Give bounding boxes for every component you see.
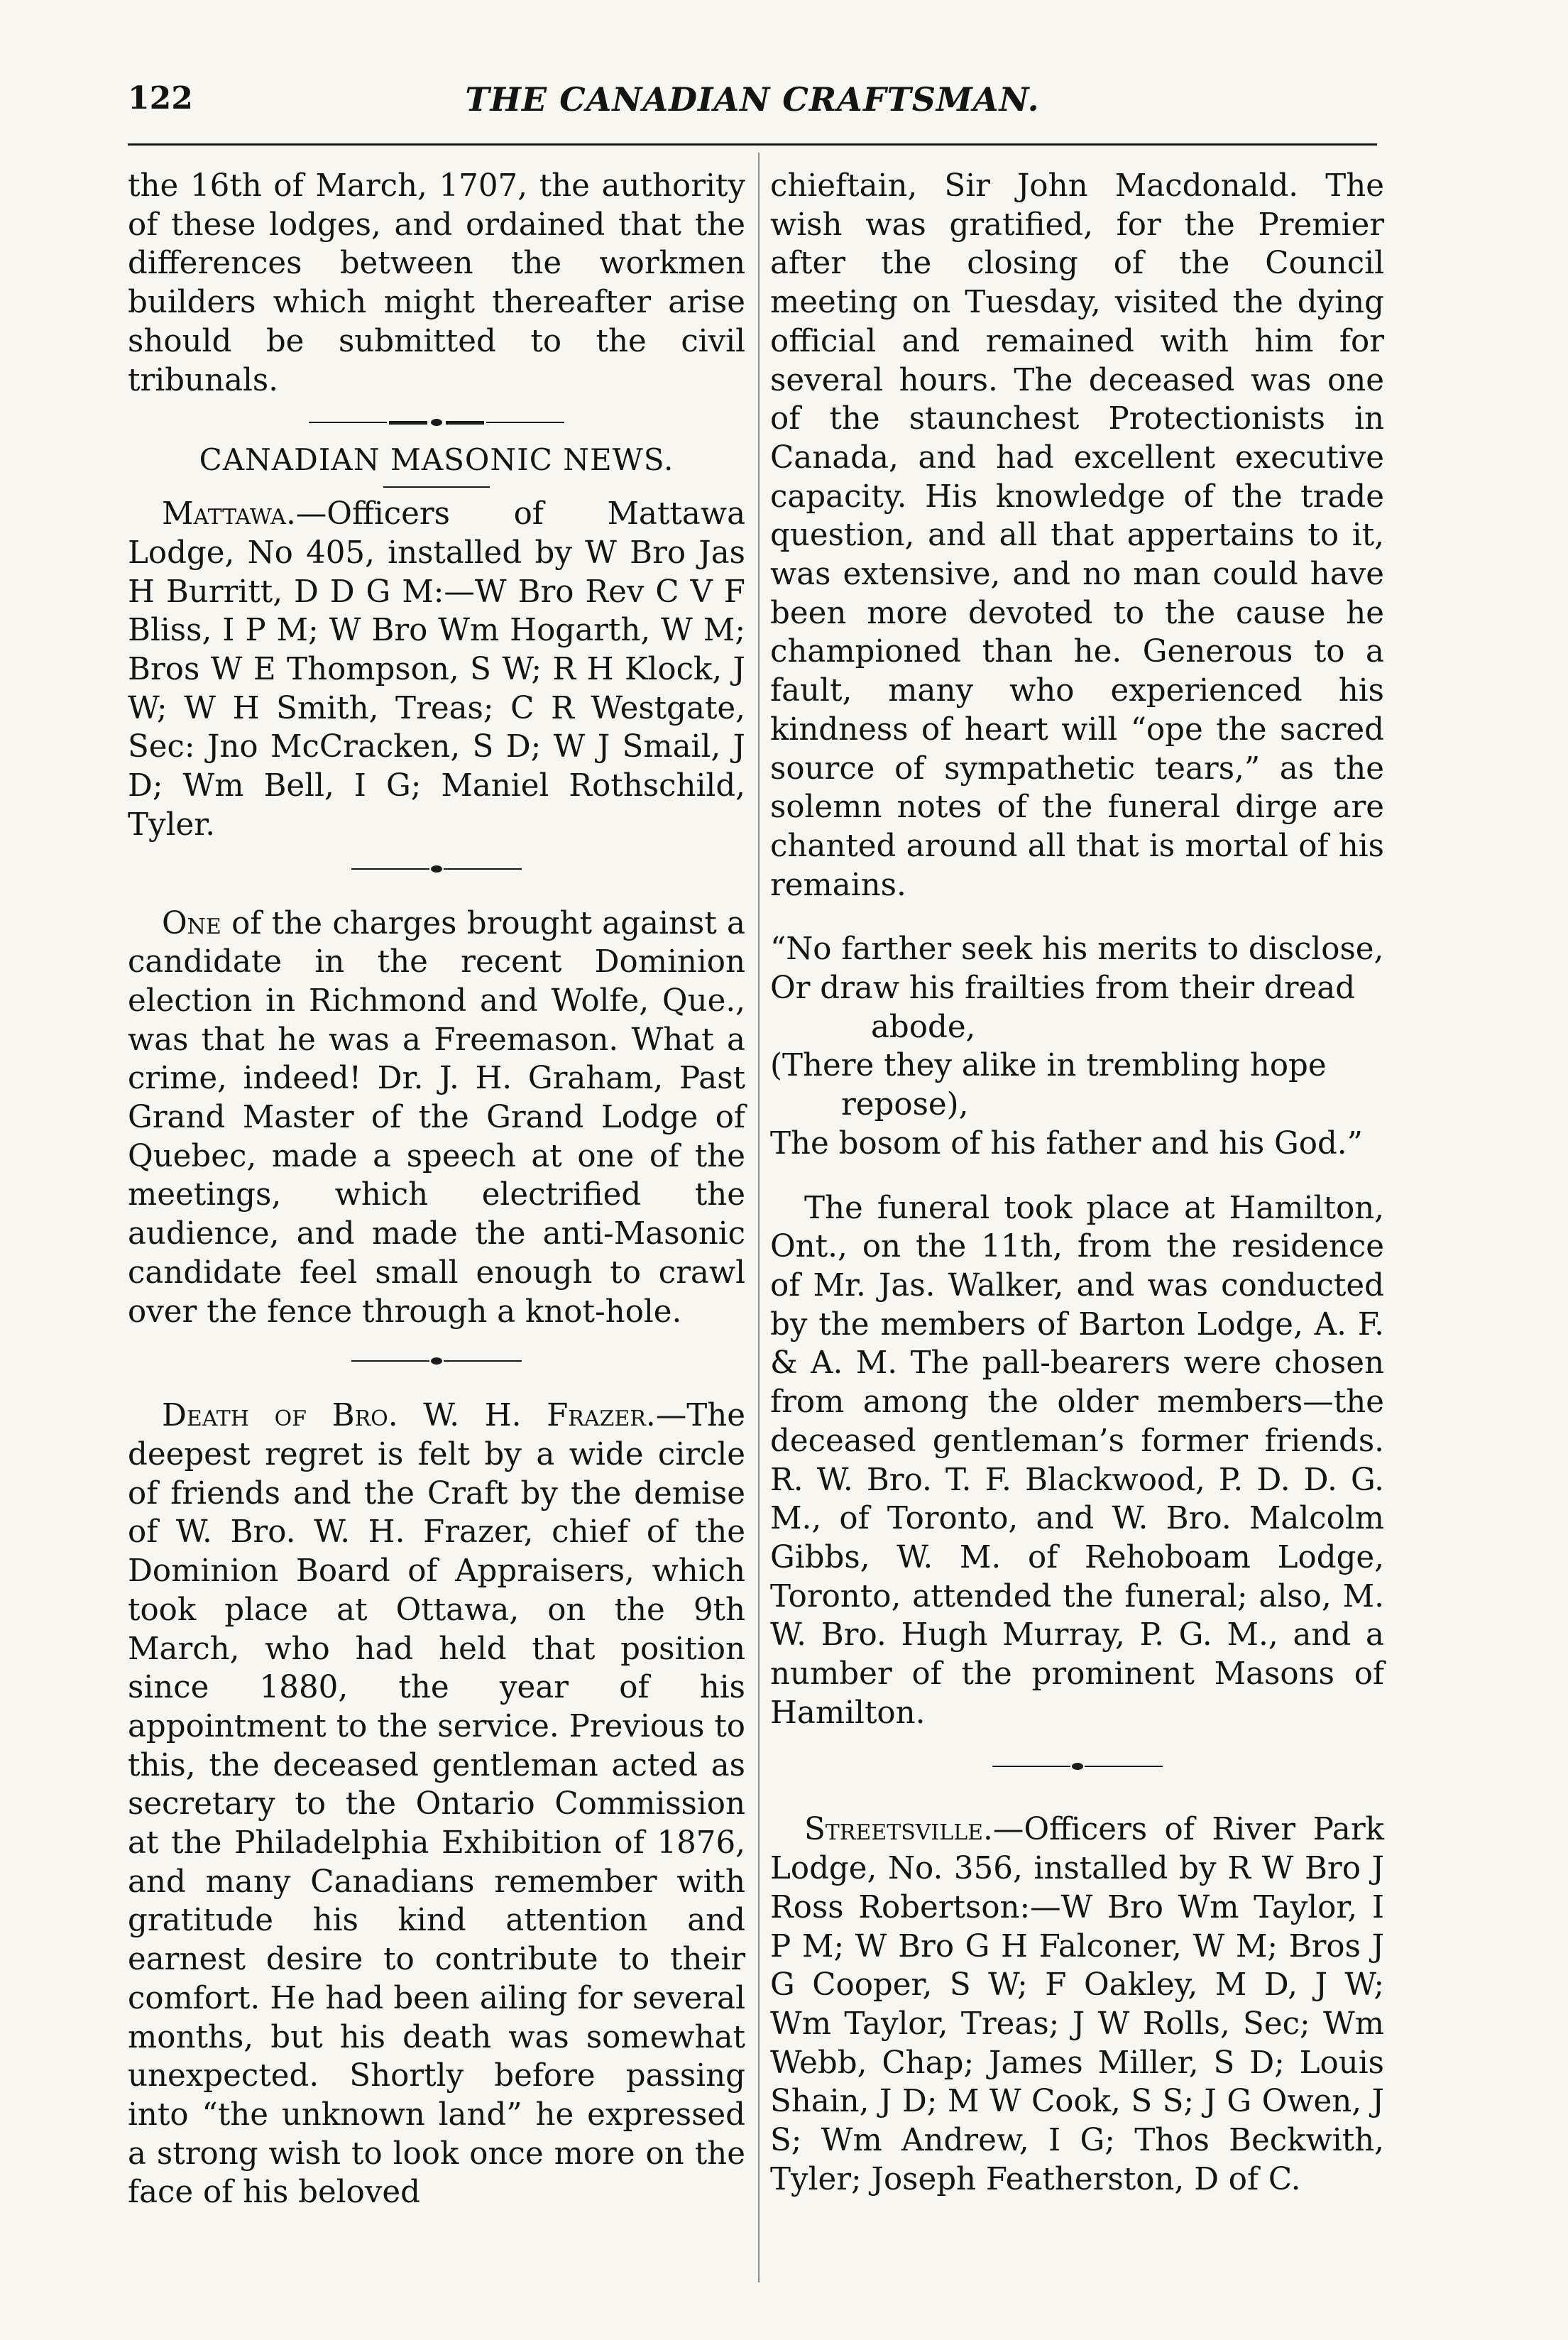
intro-paragraph: the 16th of March, 1707, the authority of these lodges, and ordained that the differences between the workmen builders which might thereafter arise should be submitted to the civil tribunals.	[128, 168, 745, 398]
mattawa-paragraph	[128, 495, 745, 844]
poem-line: (There they alike in trembling hope	[770, 1048, 1327, 1084]
streetsville-paragraph	[770, 1810, 1384, 2199]
streetsville-lead: Streetsville.	[804, 1812, 993, 1848]
poem-line: “No farther seek his merits to disclose,	[770, 931, 1384, 968]
mattawa-lead: Mattawa.	[162, 496, 296, 532]
death-lead: Death of Bro. W. H. Frazer.	[162, 1398, 656, 1434]
section-heading: CANADIAN MASONIC NEWS.	[199, 442, 674, 478]
continuation-paragraph: chieftain, Sir John Macdonald. The wish was gratified, for the Premier after the closing of the Council meeting on Tuesday, visited the dying official and remained with him for several hours. The deceased was one of the staunchest Protectionists in Canada, and had excellent executive capacity. His knowledge of the trade question, and all that appertains to it, was extensive, and no man could have been more devoted to the cause he championed than he. Generous to a fault, many who experienced his kindness of heart will “ope the sacred source of sympathetic tears,” as the solemn notes of the funeral dirge are chanted around all that is mortal of his remains.	[770, 168, 1384, 903]
poem-quote	[770, 930, 1384, 1163]
election-lead: One	[162, 905, 221, 941]
column-divider	[758, 153, 760, 2282]
page-number: 122	[128, 80, 193, 116]
header-rule	[128, 143, 1377, 146]
separator-rule	[128, 1345, 745, 1377]
streetsville-text: —Officers of River Park Lodge, No. 356, installed by R W Bro J Ross Robertson:—W Bro Wm Taylor, I P M; W Bro G H Falconer, W M; Bros J G Cooper, S W; F Oakley, M D, J W; Wm Taylor, Treas; J W Rolls, Sec; Wm Webb, Chap; James Miller, S D; Louis Shain, J D; M W Cook, S S; J G Owen, J S; Wm Andrew, I G; Thos Beckwith, Tyler; Joseph Featherston, D of C.	[770, 1812, 1384, 2197]
running-head	[114, 75, 1391, 124]
left-column	[128, 167, 745, 2212]
heading-rule	[383, 486, 490, 488]
ornament-divider	[128, 407, 745, 438]
poem-line: The bosom of his father and his God.”	[770, 1125, 1363, 1161]
death-text: —The deepest regret is felt by a wide circle of friends and the Craft by the demise of W. Bro. W. H. Frazer, chief of the Dominion Board of Appraisers, which took place at Ottawa, on the 9th March, who had held that position since 1880, the year of his appointment to the service. Previous to this, the deceased gentleman acted as secretary to the Ontario Commission at the Philadelphia Exhibition of 1876, and many Canadians remember with gratitude his kind attention and earnest desire to contribute to their comfort. He had been ailing for several months, but his death was somewhat unexpected. Shortly before passing into “the unknown land” he expressed a strong wish to look once more on the face of his beloved	[128, 1398, 745, 2211]
poem-line: repose),	[841, 1087, 969, 1123]
right-column	[770, 167, 1384, 2199]
poem-line: Or draw his frailties from their dread	[770, 971, 1356, 1007]
separator-rule	[770, 1751, 1384, 1782]
separator-rule	[128, 853, 745, 885]
poem-line: abode,	[871, 1009, 976, 1045]
election-paragraph	[128, 904, 745, 1332]
death-paragraph	[128, 1396, 745, 2212]
election-text: of the charges brought against a candidate in the recent Dominion election in Richmond and Wolfe, Que., was that he was a Freemason. What a crime, indeed! Dr. J. H. Graham, Past Grand Master of the Grand Lodge of Quebec, made a speech at one of the meetings, which electrified the audience, and made the anti-Masonic candidate feel small enough to crawl over the fence through a knot-hole.	[128, 905, 745, 1330]
journal-title: THE CANADIAN CRAFTSMAN.	[465, 80, 1040, 119]
mattawa-text: —Officers of Mattawa Lodge, No 405, installed by W Bro Jas H Burritt, D D G M:—W Bro Rev C V F Bliss, I P M; W Bro Wm Hogarth, W M; Bros W E Thompson, S W; R H Klock, J W; W H Smith, Treas; C R Westgate, Sec: Jno McCracken, S D; W J Smail, J D; Wm Bell, I G; Maniel Rothschild, Tyler.	[128, 496, 745, 843]
funeral-paragraph: The funeral took place at Hamilton, Ont., on the 11th, from the residence of Mr. Jas. Walker, and was conducted by the members of Barton Lodge, A. F. & A. M. The pall-bearers were chosen from among the older members—the deceased gentleman’s former friends. R. W. Bro. T. F. Blackwood, P. D. D. G. M., of Toronto, and W. Bro. Malcolm Gibbs, W. M. of Rehoboam Lodge, Toronto, attended the funeral; also, M. W. Bro. Hugh Murray, P. G. M., and a number of the prominent Masons of Hamilton.	[770, 1190, 1384, 1731]
